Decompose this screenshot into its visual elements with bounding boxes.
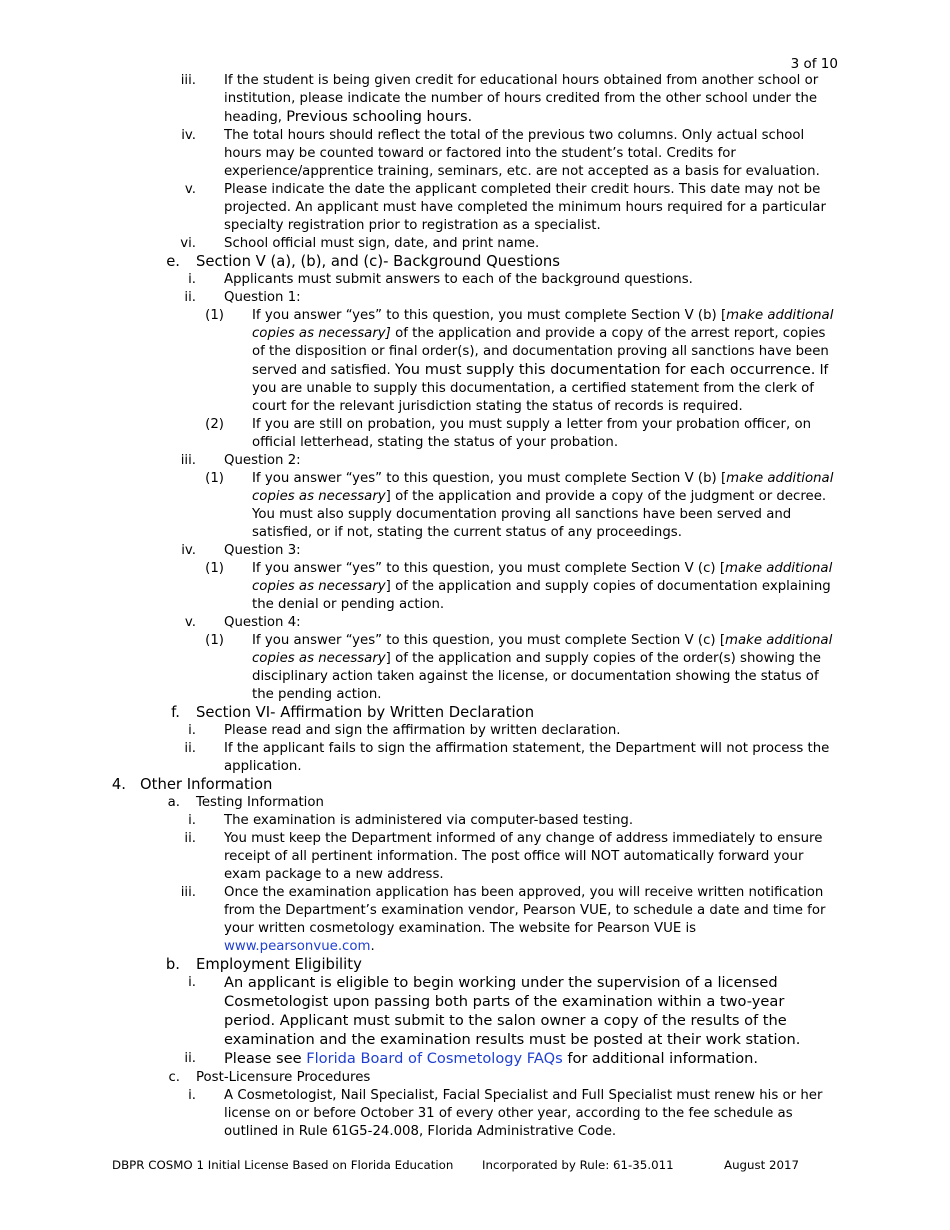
outline-text (196, 704, 840, 722)
footer-date: August 2017 (724, 1158, 800, 1172)
text-segment: make additional copies as necessary (252, 633, 833, 666)
outline-text (224, 1050, 840, 1069)
text-segment: If you answer “yes” to this question, you must complete Section V (b) [ (252, 308, 727, 323)
outline-item (0, 722, 950, 740)
outline-marker: i. (188, 1088, 196, 1103)
text-segment: The examination is administered via computer-based testing. (224, 813, 634, 828)
outline-marker: ii. (184, 831, 196, 846)
text-segment: If the student is being given credit for educational hours obtained from another school or institution, please indicate the number of hours credited from the other school under the heading, (224, 73, 819, 125)
text-segment: ] of the application and supply copies of documentation explaining the denial or pending action. (252, 579, 831, 612)
outline-text (224, 289, 840, 307)
text-segment: Question 4: (224, 615, 301, 630)
outline-marker: (2) (205, 417, 224, 432)
text-segment: If you are still on probation, you must supply a letter from your probation officer, on official letterhead, stating the status of your probation. (252, 417, 812, 450)
text-segment: You must keep the Department informed of any change of address immediately to ensure receipt of all pertinent information. The post office will NOT automatically forward your exam package to a new address. (224, 831, 823, 882)
outline-marker: e. (166, 253, 180, 270)
outline-marker: (1) (205, 471, 224, 486)
outline-marker: i. (188, 975, 196, 990)
outline-text (252, 470, 838, 542)
outline-marker: f. (171, 704, 180, 721)
outline-item (0, 1087, 950, 1141)
outline-text (140, 776, 840, 794)
text-segment: Question 1: (224, 290, 301, 305)
text-segment: Employment Eligibility (196, 956, 362, 973)
text-segment: ] of the application and supply copies of the order(s) showing the disciplinary action taken against the license, or documentation showing the status of the pending action. (252, 651, 821, 702)
outline-item (0, 560, 950, 614)
text-segment: If you answer “yes” to this question, you must complete Section V (c) [ (252, 561, 726, 576)
outline-item (0, 289, 950, 307)
text-segment: You must supply this documentation for each occurrence. (394, 361, 816, 378)
outline-text (224, 181, 840, 235)
outline-item (0, 956, 950, 974)
outline-item (0, 181, 950, 235)
outline-item (0, 271, 950, 289)
page-number: 3 of 10 (790, 56, 838, 72)
text-segment: Post-Licensure Procedures (196, 1070, 371, 1085)
outline-item (0, 253, 950, 271)
text-segment: An applicant is eligible to begin working under the supervision of a licensed Cosmetologist upon passing both parts of the examination within a two-year period. Applicant must submit to the salon owner a copy of the results of the examination and the examination results must be posted at their work station. (224, 974, 801, 1048)
document-body (0, 72, 950, 1141)
outline-marker: iii. (180, 453, 196, 468)
text-segment: . (370, 939, 375, 954)
text-segment: Section VI- Affirmation by Written Declaration (196, 704, 535, 721)
outline-marker: ii. (184, 290, 196, 305)
outline-text (224, 614, 840, 632)
outline-item (0, 974, 950, 1050)
outline-marker: vi. (180, 236, 196, 251)
outline-marker: i. (188, 813, 196, 828)
text-segment: If the applicant fails to sign the affirmation statement, the Department will not process the application. (224, 741, 830, 774)
outline-item (0, 127, 950, 181)
text-segment: School official must sign, date, and print name. (224, 236, 540, 251)
hyperlink[interactable]: www.pearsonvue.com (224, 939, 371, 954)
text-segment: Testing Information (196, 795, 324, 810)
outline-text (224, 542, 840, 560)
outline-text (252, 307, 838, 416)
outline-text (252, 416, 838, 452)
outline-text (252, 560, 838, 614)
footer-form-id: DBPR COSMO 1 Initial License Based on Florida Education (112, 1158, 454, 1172)
text-segment: Once the examination application has been approved, you will receive written notification from the Department’s examination vendor, Pearson VUE, to schedule a date and time for your written cosmetology examination. The website for Pearson VUE is (224, 885, 826, 936)
outline-marker: ii. (184, 1051, 196, 1066)
outline-marker: iv. (181, 543, 196, 558)
outline-text (224, 974, 840, 1050)
outline-item (0, 72, 950, 127)
outline-marker: v. (184, 182, 196, 197)
outline-marker: iv. (181, 128, 196, 143)
outline-item (0, 542, 950, 560)
outline-item (0, 1069, 950, 1087)
outline-text (224, 72, 840, 127)
outline-marker: b. (165, 956, 180, 973)
footer-rule: Incorporated by Rule: 61-35.011 (482, 1158, 674, 1172)
text-segment: Previous schooling hours. (286, 108, 473, 125)
outline-marker: v. (184, 615, 196, 630)
outline-marker: (1) (205, 308, 224, 323)
outline-text (224, 1087, 840, 1141)
text-segment: make additional copies as necessary] (252, 308, 834, 341)
text-segment: of the application and provide a copy of the arrest report, copies of the disposition or final order(s), and documentation proving all sanctions have been served and satisfied. (252, 326, 829, 378)
outline-marker: iii. (180, 885, 196, 900)
outline-text (196, 956, 840, 974)
text-segment: Question 3: (224, 543, 301, 558)
outline-text (224, 740, 840, 776)
hyperlink[interactable]: Florida Board of Cosmetology FAQs (306, 1050, 563, 1067)
outline-marker: c. (168, 1070, 180, 1085)
text-segment: make additional copies as necessary (252, 471, 834, 504)
outline-item (0, 812, 950, 830)
outline-item (0, 416, 950, 452)
outline-item (0, 776, 950, 794)
text-segment: Please indicate the date the applicant completed their credit hours. This date may not be projected. An applicant must have completed the minimum hours required for a particular specialty registration prior to registration as a specialist. (224, 182, 826, 233)
outline-marker: a. (167, 795, 180, 810)
outline-marker: i. (188, 723, 196, 738)
outline-item (0, 452, 950, 470)
outline-text (252, 632, 838, 704)
outline-item (0, 740, 950, 776)
outline-marker: (1) (205, 633, 224, 648)
text-segment: Please read and sign the affirmation by written declaration. (224, 723, 621, 738)
text-segment: Please see (224, 1050, 307, 1067)
text-segment: Question 2: (224, 453, 301, 468)
outline-text (224, 812, 840, 830)
outline-item (0, 794, 950, 812)
outline-marker: 4. (111, 776, 126, 793)
outline-text (224, 884, 840, 956)
outline-text (224, 271, 840, 289)
text-segment: ] of the application and provide a copy of the judgment or decree. You must also supply documentation proving all sanctions have been served and satisfied, or if not, stating the current status of any proceedings. (252, 489, 827, 540)
outline-item (0, 830, 950, 884)
text-segment: Other Information (140, 776, 273, 793)
outline-text (196, 1069, 840, 1087)
outline-item (0, 470, 950, 542)
text-segment: make additional copies as necessary (252, 561, 833, 594)
text-segment: If you answer “yes” to this question, you must complete Section V (c) [ (252, 633, 726, 648)
outline-item (0, 1050, 950, 1069)
text-segment: The total hours should reflect the total of the previous two columns. Only actual school hours may be counted toward or factored into the student’s total. Credits for experience/apprentice training, seminars, etc. are not accepted as a basis for evaluation. (224, 128, 820, 179)
outline-text (224, 235, 840, 253)
outline-text (224, 452, 840, 470)
outline-marker: (1) (205, 561, 224, 576)
text-segment: If you are unable to supply this documentation, a certified statement from the clerk of court for the relevant jurisdiction stating the status of records is required. (252, 363, 829, 414)
outline-text (196, 794, 840, 812)
outline-item (0, 704, 950, 722)
outline-item (0, 235, 950, 253)
outline-marker: iii. (180, 73, 196, 88)
text-segment: If you answer “yes” to this question, you must complete Section V (b) [ (252, 471, 727, 486)
outline-text (224, 830, 840, 884)
outline-text (196, 253, 840, 271)
text-segment: Section V (a), (b), and (c)- Background Questions (196, 253, 561, 270)
text-segment: Applicants must submit answers to each of the background questions. (224, 272, 693, 287)
outline-item (0, 614, 950, 632)
outline-item (0, 884, 950, 956)
text-segment: A Cosmetologist, Nail Specialist, Facial Specialist and Full Specialist must renew his or her license on or before October 31 of every other year, according to the fee schedule as outlined in Rule 61G5-24.008, Florida Administrative Code. (224, 1088, 823, 1139)
outline-item (0, 307, 950, 416)
outline-marker: ii. (184, 741, 196, 756)
outline-text (224, 722, 840, 740)
outline-text (224, 127, 840, 181)
outline-marker: i. (188, 272, 196, 287)
text-segment: for additional information. (562, 1050, 759, 1067)
outline-item (0, 632, 950, 704)
